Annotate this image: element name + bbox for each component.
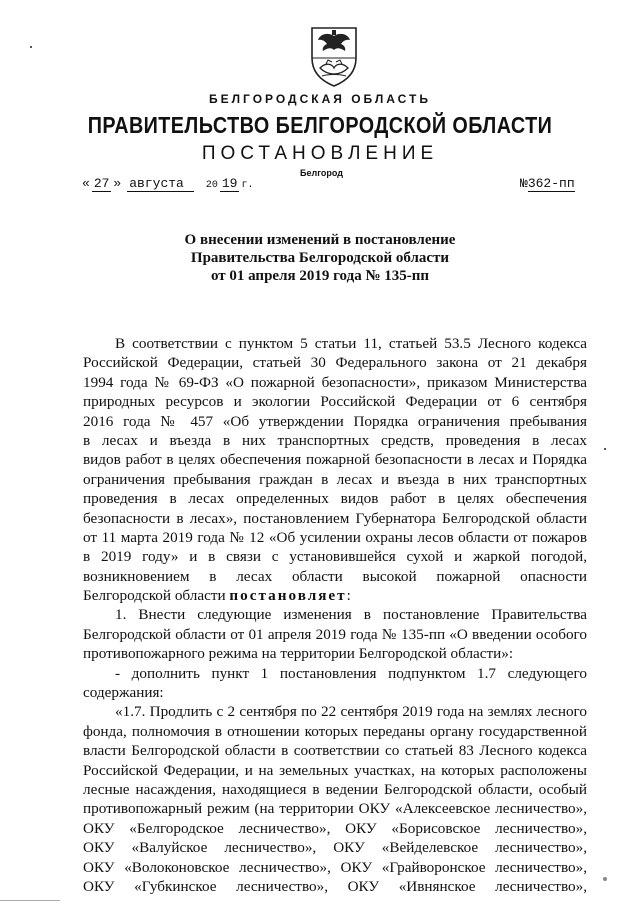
paragraph-line: ОКУ «Белгородское лесничество», ОКУ «Борисовское лесничество», <box>83 819 587 837</box>
city-name: Белгород <box>300 168 343 178</box>
paragraph-line: 1. Внести следующие изменения в постановление Правительства <box>115 606 587 624</box>
scan-speck <box>603 877 607 881</box>
paragraph-fragment: Белгородской области <box>83 587 226 605</box>
paragraph-line: 1994 года № 69-ФЗ «О пожарной безопасности», приказом Министерства <box>83 373 587 391</box>
paragraph-line: возникновением в лесах области высокой пожарной опасности <box>83 567 587 585</box>
paragraph-line: природных ресурсов и экологии Российской Федерации от 6 сентября <box>83 393 587 411</box>
date-day: 27 <box>93 176 110 191</box>
scan-speck <box>604 448 606 450</box>
paragraph-line <box>83 586 587 605</box>
date-close-quote: » <box>113 176 122 191</box>
coat-of-arms-emblem <box>306 24 362 88</box>
document-subject <box>0 231 640 285</box>
subject-line: от 01 апреля 2019 года № 135-пп <box>210 268 430 284</box>
paragraph-line: проведения в лесах определенных видов работ в целях обеспечения <box>83 490 587 508</box>
paragraph-line: - дополнить пункт 1 постановления подпунктом 1.7 следующего <box>115 664 587 682</box>
paragraph-line: безопасности в лесах», постановлением Губернатора Белгородской области <box>83 509 587 527</box>
paragraph-line: в 2019 году» и в связи с установившейся сухой и жаркой погодой, <box>83 548 587 566</box>
date-year-prefix: 20 <box>205 180 218 191</box>
paragraph-line: в лесах и въезда в них транспортных средств, проведения в лесах <box>83 431 587 449</box>
paragraph-line: власти Белгородской области в соответствии со статьей 83 Лесного кодекса <box>83 742 587 760</box>
paragraph-line: противопожарного режима на территории Белгородской области»: <box>83 645 514 663</box>
subject-line: О внесении изменений в постановление <box>184 232 456 248</box>
paragraph-line: Российской Федерации, и на земельных участках, на которых расположены <box>83 761 587 779</box>
government-name: ПРАВИТЕЛЬСТВО БЕЛГОРОДСКОЙ ОБЛАСТИ <box>87 112 553 138</box>
date-year-suffix: 19 <box>221 176 238 191</box>
paragraph-line: Белгородской области от 01 апреля 2019 года № 135-пп «О введении особого <box>83 625 587 643</box>
paragraph-line: содержания: <box>83 684 164 702</box>
paragraph-line: «1.7. Продлить с 2 сентября по 22 сентября 2019 года на землях лесного <box>115 703 587 721</box>
scan-speck <box>30 46 32 48</box>
document-body <box>83 334 587 896</box>
paragraph-line: от 11 марта 2019 года № 12 «Об усилении охраны лесов области от пожаров <box>83 528 587 546</box>
date-year-unit: г. <box>241 180 254 191</box>
region-name: БЕЛГОРОДСКАЯ ОБЛАСТЬ <box>209 92 431 106</box>
paragraph-line: ОКУ «Валуйское лесничество», ОКУ «Вейделевское лесничество», <box>83 839 587 857</box>
scan-edge <box>0 900 60 901</box>
paragraph-line: В соответствии с пунктом 5 статьи 11, статьей 53.5 Лесного кодекса <box>115 335 587 352</box>
document-number <box>520 176 575 191</box>
number-value: 362-пп <box>527 176 575 191</box>
paragraph-line: Российской Федерации, статьей 30 Федерального закона от 21 декабря <box>83 354 587 372</box>
date-month: августа <box>127 176 194 192</box>
resolves-colon: : <box>346 587 351 605</box>
paragraph-line: ОКУ «Волоконовское лесничество», ОКУ «Грайворонское лесничество», <box>83 858 587 876</box>
document-type: ПОСТАНОВЛЕНИЕ <box>201 143 439 164</box>
paragraph-line: ОКУ «Губкинское лесничество», ОКУ «Ивнянское лесничество», <box>83 877 587 895</box>
paragraph-line: фонда, полномочия в отношении которых переданы органу государственной <box>83 722 587 740</box>
resolves-word: постановляет <box>229 587 347 605</box>
document-date <box>82 176 253 192</box>
number-prefix: № <box>520 176 528 191</box>
paragraph-line: лесные насаждения, находящиеся в ведении Белгородской области, особый <box>83 780 587 798</box>
subject-line: Правительства Белгородской области <box>190 250 450 266</box>
date-open-quote: « <box>82 176 90 191</box>
paragraph-line: противопожарный режим (на территории ОКУ «Алексеевское лесничество», <box>83 800 587 818</box>
paragraph-line: видов работ в целях обеспечения пожарной безопасности в лесах и Порядка <box>83 451 587 469</box>
paragraph-line: ограничения пребывания граждан в лесах и въезда в них транспортных <box>83 470 587 488</box>
paragraph-line: 2016 года № 457 «Об утверждении Порядка ограничения пребывания <box>83 412 587 430</box>
